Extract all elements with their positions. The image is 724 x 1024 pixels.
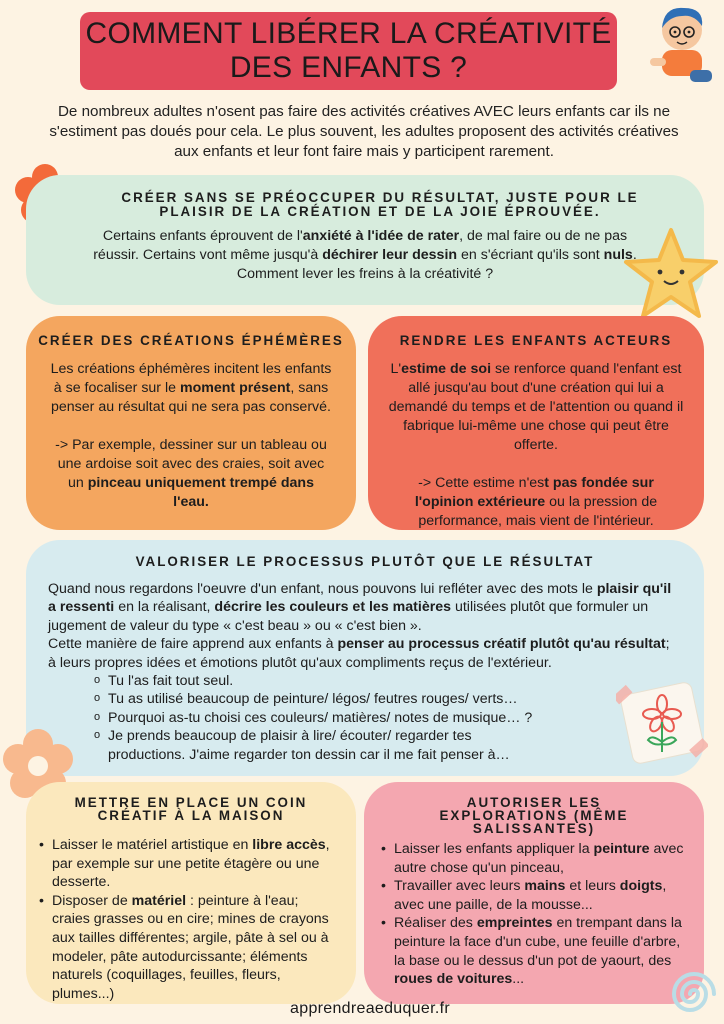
list-item: • Réaliser des empreintes en trempant dans la peinture la face d'un cube, une feuille d'arbre, la base ou le dessus d'un pot de yaourt, des roues de voitures... bbox=[380, 914, 686, 988]
list-item: o Tu as utilisé beaucoup de peinture/ légos/ feutres rouges/ verts… bbox=[94, 690, 674, 708]
list-item: o Je prends beaucoup de plaisir à lire/ écouter/ regarder tes productions. J'aime regarder ton dessin car il me fait penser à… bbox=[94, 727, 534, 764]
card5-list bbox=[38, 836, 338, 1003]
card2-paragraph-2: -> Par exemple, dessiner sur un tableau ou une ardoise soit avec des craies, soit avec un pinceau uniquement trempé dans l'eau. bbox=[55, 437, 327, 510]
list-item: o Pourquoi as-tu choisi ces couleurs/ matières/ notes de musique… ? bbox=[94, 709, 674, 727]
card2-paragraph-1: Les créations éphémères incitent les enfants à se focaliser sur le moment présent, sans penser au résultat qui ne sera pas conservé. bbox=[50, 361, 332, 415]
page-title: COMMENT LIBÉRER LA CRÉATIVITÉ DES ENFANTS ? bbox=[85, 17, 612, 84]
footer-website: apprendreaeduquer.fr bbox=[290, 1000, 450, 1017]
card3-paragraph-1: L'estime de soi se renforce quand l'enfant est allé jusqu'au bout d'une création qui lui a demandé du temps et de l'attention ou quand il fabrique lui-même une chose qui peut être offerte. bbox=[388, 361, 684, 453]
card5-heading: METTRE EN PLACE UN COIN CRÉATIF À LA MAISON bbox=[74, 795, 308, 823]
card4-text: Quand nous regardons l'oeuvre d'un enfant, nous pouvons lui refléter avec des mots le plaisir qu'il a ressenti en la réalisant, décrire les couleurs et les matières utilisées plutôt que formuler un jugement de valeur du type « c'est beau » ou « c'est bien ». Cette manière de faire apprend aux enfants à penser au processus créatif plutôt qu'au résultat; à leurs propres idées et émotions plutôt qu'aux compliments reçus de l'extérieur. o Tu l'as fait tout seul. o Tu as utilisé beaucoup de peinture/ légos/ feutres rouges/ verts… o Pourquoi as-tu choisi ces couleurs/ matières/ notes de musique… ? o Je prends beaucoup de plaisir à lire/ écouter/ regarder tes productions. J'aime regarder ton dessin car il me fait penser à… bbox=[48, 580, 674, 764]
card-value-process bbox=[26, 540, 704, 776]
swirl-icon bbox=[664, 964, 724, 1024]
card2-heading: CRÉER DES CRÉATIONS ÉPHÉMÈRES bbox=[38, 333, 344, 348]
flower-sticker-icon bbox=[616, 676, 708, 768]
card3-heading: RENDRE LES ENFANTS ACTEURS bbox=[399, 333, 673, 348]
card-create-without-result bbox=[26, 175, 704, 305]
card-ephemeral-creations bbox=[26, 316, 356, 530]
list-item: o Tu l'as fait tout seul. bbox=[94, 672, 674, 690]
card-children-actors bbox=[368, 316, 704, 530]
card6-list bbox=[380, 840, 686, 989]
card4-heading: VALORISER LE PROCESSUS PLUTÔT QUE LE RÉSULTAT bbox=[135, 554, 595, 569]
card1-question: Comment lever les freins à la créativité ? bbox=[236, 266, 494, 282]
intro-text: De nombreux adultes n'osent pas faire des activités créatives AVEC leurs enfants car ils ne s'estiment pas doués pour cela. Le plus souvent, les adultes proposent des activités créatives aux enfants et leur font faire mais y participent rarement. bbox=[49, 103, 679, 160]
card-creative-corner bbox=[26, 782, 356, 1004]
title-banner bbox=[80, 12, 617, 90]
list-item: • Travailler avec leurs mains et leurs doigts, avec une paille, de la mousse... bbox=[380, 877, 686, 914]
kid-illustration-icon bbox=[644, 0, 720, 100]
list-item: • Laisser le matériel artistique en libre accès, par exemple sur une petite étagère ou une desserte. bbox=[38, 836, 338, 892]
list-item: • Disposer de matériel : peinture à l'eau; craies grasses ou en cire; mines de crayons aux tailles différentes; argile, pâte à sel ou à modeler, pâte autodurcissante; éléments naturels (coquillages, feuilles, fleurs, plumes...) bbox=[38, 892, 338, 1004]
list-item: • Laisser les enfants appliquer la peinture avec autre chose qu'un pinceau, bbox=[380, 840, 686, 877]
star-face-icon bbox=[622, 224, 720, 322]
card1-text: Certains enfants éprouvent de l'anxiété à l'idée de rater, de mal faire ou de ne pas réussir. Certains vont même jusqu'à déchirer leur dessin en s'écriant qu'ils sont nuls. Comment lever les freins à la créativité ? bbox=[93, 228, 637, 282]
card-allow-explorations bbox=[364, 782, 704, 1004]
card4-examples-list bbox=[94, 672, 674, 764]
card6-heading: AUTORISER LES EXPLORATIONS (MÊME SALISSANTES) bbox=[439, 795, 629, 836]
card1-heading: CRÉER SANS SE PRÉOCCUPER DU RÉSULTAT, JUSTE POUR LE PLAISIR DE LA CRÉATION ET DE LA JOIE ÉPROUVÉE. bbox=[121, 190, 639, 219]
card3-paragraph-2: -> Cette estime n'est pas fondée sur l'opinion extérieure ou la pression de performance, mais vient de l'intérieur. bbox=[414, 475, 658, 529]
